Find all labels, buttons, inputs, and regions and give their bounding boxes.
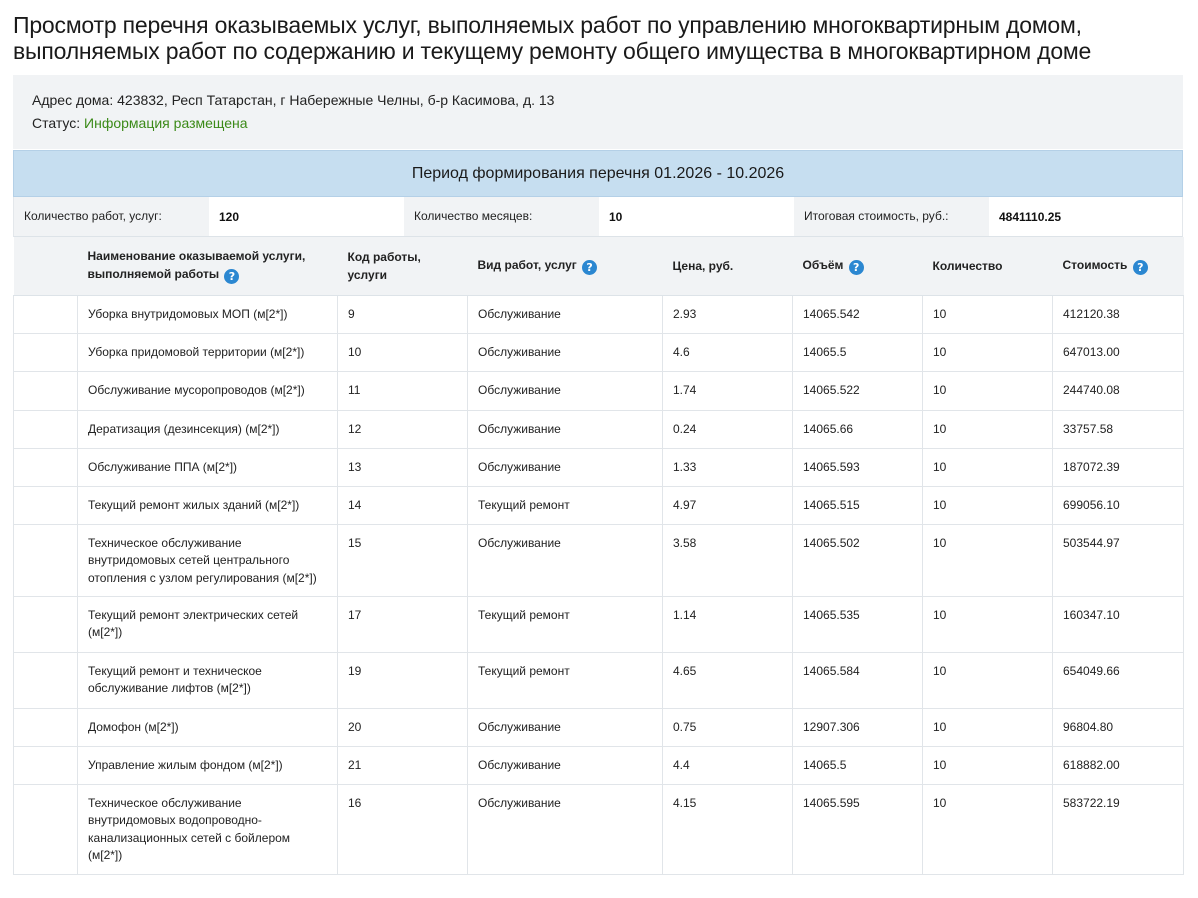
cell-price: 4.15 (663, 784, 793, 874)
cell-price: 2.93 (663, 295, 793, 333)
table-row (14, 596, 1184, 652)
table-row (14, 746, 1184, 784)
cell-name: Текущий ремонт жилых зданий (м[2*]) (78, 486, 338, 524)
page-title-line-2: выполняемых работ по содержанию и текущему ремонту общего имущества в многоквартирном доме (13, 38, 1092, 64)
question-circle-icon[interactable]: ? (224, 269, 239, 284)
months-value: 10 (599, 197, 794, 236)
row-index-cell (14, 746, 78, 784)
cell-type: Обслуживание (468, 784, 663, 874)
cell-cost: 244740.08 (1053, 371, 1184, 410)
cell-quantity: 10 (923, 333, 1053, 371)
table-row (14, 448, 1184, 486)
cell-quantity: 10 (923, 708, 1053, 746)
cell-code: 16 (338, 784, 468, 874)
cell-quantity: 10 (923, 652, 1053, 708)
row-index-cell (14, 524, 78, 596)
table-row (14, 295, 1184, 333)
cell-cost: 618882.00 (1053, 746, 1184, 784)
row-index-cell (14, 708, 78, 746)
services-table (13, 237, 1184, 875)
cell-cost: 647013.00 (1053, 333, 1184, 371)
cell-type: Обслуживание (468, 746, 663, 784)
table-header-row (14, 237, 1184, 295)
cell-price: 3.58 (663, 524, 793, 596)
cell-name: Управление жилым фондом (м[2*]) (78, 746, 338, 784)
cell-code: 17 (338, 596, 468, 652)
table-row (14, 333, 1184, 371)
period-header (13, 150, 1183, 197)
works-count-label: Количество работ, услуг: (14, 197, 209, 236)
cell-type: Текущий ремонт (468, 486, 663, 524)
cell-code: 15 (338, 524, 468, 596)
status-value: Информация размещена (84, 115, 248, 131)
cell-price: 4.97 (663, 486, 793, 524)
status-label: Статус: (32, 115, 81, 131)
cell-quantity: 10 (923, 371, 1053, 410)
cell-type: Обслуживание (468, 371, 663, 410)
cell-cost: 187072.39 (1053, 448, 1184, 486)
cell-type: Обслуживание (468, 410, 663, 448)
header-code (338, 237, 468, 295)
cell-cost: 583722.19 (1053, 784, 1184, 874)
cell-code: 9 (338, 295, 468, 333)
address-value: 423832, Респ Татарстан, г Набережные Челны, б-р Касимова, д. 13 (117, 92, 555, 108)
cell-volume: 14065.535 (793, 596, 923, 652)
address-line (32, 92, 554, 108)
cell-quantity: 10 (923, 486, 1053, 524)
cell-type: Обслуживание (468, 448, 663, 486)
cell-code: 10 (338, 333, 468, 371)
cell-volume: 14065.542 (793, 295, 923, 333)
header-name-label: Наименование оказываемой услуги, выполняемой работы (87, 249, 306, 282)
works-count-value: 120 (209, 197, 404, 236)
cell-volume: 14065.502 (793, 524, 923, 596)
cell-quantity: 10 (923, 596, 1053, 652)
cell-cost: 96804.80 (1053, 708, 1184, 746)
row-index-cell (14, 333, 78, 371)
total-cost-label: Итоговая стоимость, руб.: (794, 197, 989, 236)
row-index-cell (14, 784, 78, 874)
cell-code: 21 (338, 746, 468, 784)
cell-quantity: 10 (923, 746, 1053, 784)
cell-type: Обслуживание (468, 295, 663, 333)
cell-volume: 14065.5 (793, 746, 923, 784)
cell-price: 1.74 (663, 371, 793, 410)
table-row (14, 410, 1184, 448)
cell-quantity: 10 (923, 410, 1053, 448)
cell-price: 0.75 (663, 708, 793, 746)
months-label: Количество месяцев: (404, 197, 599, 236)
cell-cost: 699056.10 (1053, 486, 1184, 524)
cell-name: Техническое обслуживание внутридомовых сетей центрального отопления с узлом регулирования (м[2*]) (78, 524, 338, 596)
header-quantity (923, 237, 1053, 295)
header-price (663, 237, 793, 295)
row-index-cell (14, 410, 78, 448)
page-title (13, 12, 1183, 64)
row-index-cell (14, 295, 78, 333)
table-row (14, 708, 1184, 746)
cell-name: Техническое обслуживание внутридомовых водопроводно-канализационных сетей с бойлером (м[2*]) (78, 784, 338, 874)
cell-volume: 14065.595 (793, 784, 923, 874)
cell-quantity: 10 (923, 448, 1053, 486)
cell-type: Обслуживание (468, 708, 663, 746)
total-cost-value: 4841110.25 (989, 197, 1182, 236)
address-label: Адрес дома: (32, 92, 114, 108)
cell-type: Текущий ремонт (468, 596, 663, 652)
cell-cost: 412120.38 (1053, 295, 1184, 333)
cell-code: 14 (338, 486, 468, 524)
question-circle-icon[interactable]: ? (849, 260, 864, 275)
header-volume-label: Объём (802, 258, 844, 273)
table-row (14, 652, 1184, 708)
header-cost (1053, 237, 1184, 295)
summary-row (13, 197, 1183, 237)
table-row (14, 371, 1184, 410)
header-volume (793, 237, 923, 295)
row-index-cell (14, 486, 78, 524)
header-type (468, 237, 663, 295)
cell-name: Обслуживание мусоропроводов (м[2*]) (78, 371, 338, 410)
page-title-line-1: Просмотр перечня оказываемых услуг, выполняемых работ по управлению многоквартирным домом, (13, 12, 1082, 38)
cell-price: 4.4 (663, 746, 793, 784)
cell-code: 12 (338, 410, 468, 448)
cell-quantity: 10 (923, 524, 1053, 596)
period-text: Период формирования перечня 01.2026 - 10.2026 (411, 164, 785, 182)
cell-code: 11 (338, 371, 468, 410)
cell-volume: 14065.66 (793, 410, 923, 448)
header-type-label: Вид работ, услуг (477, 258, 577, 273)
row-index-cell (14, 652, 78, 708)
header-quantity-label: Количество (932, 258, 1003, 273)
cell-code: 13 (338, 448, 468, 486)
table-row (14, 486, 1184, 524)
cell-cost: 503544.97 (1053, 524, 1184, 596)
cell-cost: 33757.58 (1053, 410, 1184, 448)
cell-cost: 160347.10 (1053, 596, 1184, 652)
cell-type: Текущий ремонт (468, 652, 663, 708)
table-row (14, 784, 1184, 874)
cell-price: 0.24 (663, 410, 793, 448)
header-price-label: Цена, руб. (672, 258, 734, 273)
table-row (14, 524, 1184, 596)
cell-name: Уборка внутридомовых МОП (м[2*]) (78, 295, 338, 333)
cell-name: Домофон (м[2*]) (78, 708, 338, 746)
cell-name: Текущий ремонт электрических сетей (м[2*]) (78, 596, 338, 652)
cell-name: Текущий ремонт и техническое обслуживание лифтов (м[2*]) (78, 652, 338, 708)
cell-type: Обслуживание (468, 524, 663, 596)
cell-volume: 14065.522 (793, 371, 923, 410)
cell-quantity: 10 (923, 784, 1053, 874)
header-cost-label: Стоимость (1062, 258, 1128, 273)
question-circle-icon[interactable]: ? (582, 260, 597, 275)
status-line (32, 115, 248, 131)
cell-type: Обслуживание (468, 333, 663, 371)
row-index-cell (14, 596, 78, 652)
cell-name: Дератизация (дезинсекция) (м[2*]) (78, 410, 338, 448)
cell-price: 4.6 (663, 333, 793, 371)
cell-code: 19 (338, 652, 468, 708)
cell-volume: 12907.306 (793, 708, 923, 746)
header-index (14, 237, 78, 295)
header-name (78, 237, 338, 295)
cell-name: Обслуживание ППА (м[2*]) (78, 448, 338, 486)
cell-price: 4.65 (663, 652, 793, 708)
cell-cost: 654049.66 (1053, 652, 1184, 708)
cell-name: Уборка придомовой территории (м[2*]) (78, 333, 338, 371)
row-index-cell (14, 371, 78, 410)
cell-price: 1.33 (663, 448, 793, 486)
cell-volume: 14065.593 (793, 448, 923, 486)
cell-volume: 14065.584 (793, 652, 923, 708)
cell-volume: 14065.5 (793, 333, 923, 371)
cell-volume: 14065.515 (793, 486, 923, 524)
cell-price: 1.14 (663, 596, 793, 652)
question-circle-icon[interactable]: ? (1133, 260, 1148, 275)
cell-quantity: 10 (923, 295, 1053, 333)
row-index-cell (14, 448, 78, 486)
cell-code: 20 (338, 708, 468, 746)
house-info-panel (13, 75, 1183, 149)
header-code-label: Код работы, услуги (347, 249, 421, 282)
